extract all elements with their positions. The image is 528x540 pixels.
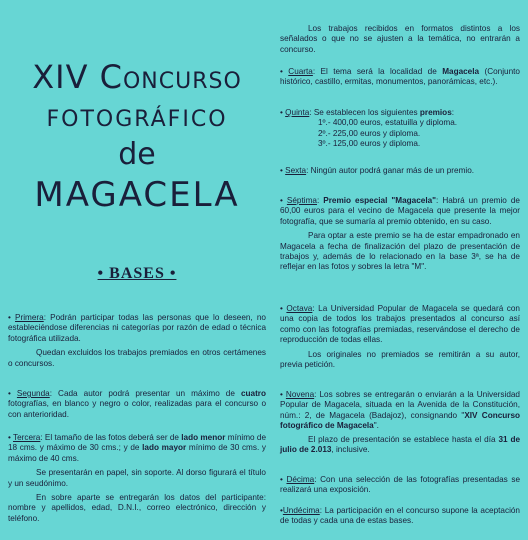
base-segunda: • Segunda: Cada autor podrá presentar un máximo de cuatro fotografías, en blanco y negro o color, realizadas para el concurso o con anterioridad. xyxy=(8,389,266,419)
title-line-2: FOTOGRÁFICO xyxy=(46,107,228,132)
base-primera: • Primera: Podrán participar todas las personas que lo deseen, no estableciéndose diferencias ni categorías por razón de edad o técnica fotográfica utilizada. Quedan excluidos los trabajos premiados en otros certámenes o concursos. xyxy=(8,313,266,368)
title-line-4: MAGACELA xyxy=(34,175,240,215)
base-octava: • Octava: La Universidad Popular de Magacela se quedará con una copia de todos los trabajos presentados al concurso así como con las fotografías premiadas, reservándose el derecho de reproducción de todas ellas. Los originales no premiados se remitirán a su autor, previa petición. xyxy=(280,304,520,370)
title-line-3: de xyxy=(118,137,156,172)
prize-2: 2º.- 225,00 euros y diploma. xyxy=(318,128,421,138)
base-novena: • Novena: Los sobres se entregarán o enviarán a la Universidad Popular de Magacela, situada en la Avenida de la Constitución, núm.: 2, de Magacela (Badajoz), consignando "XIV Concurso fotográfico de Magacela". El plazo de presentación se establece hasta el día 31 de julio de 2.013, inclusive. xyxy=(280,390,521,455)
bases-heading: • BASES • xyxy=(97,265,177,282)
prize-1: 1º.- 400,00 euros, estatuilla y diploma. xyxy=(318,118,458,128)
right-column xyxy=(280,0,520,540)
base-quinta: • Quinta: Se establecen los siguientes premios: 1º.- 400,00 euros, estatuilla y diploma. 2º.- 225,00 euros y diploma. 3º.- 125,00 euros y diploma. xyxy=(280,108,520,150)
base-cuarta: • Cuarta: El tema será la localidad de Magacela (Conjunto histórico, castillo, ermitas, monumentos, panorámicas, etc.). xyxy=(280,67,520,87)
intro-note: Los trabajos recibidos en formatos distintos a los señalados o que no se ajusten a la temática, no entrarán a concurso. xyxy=(280,24,520,54)
base-sexta: • Sexta: Ningún autor podrá ganar más de un premio. xyxy=(280,166,475,175)
prize-3: 3º.- 125,00 euros y diploma. xyxy=(318,139,421,149)
title-line-1: XIV CONCURSO xyxy=(32,58,242,96)
contest-title xyxy=(8,58,266,215)
base-tercera: • Tercera: El tamaño de las fotos deberá ser de lado menor mínimo de 18 cms. y máximo de 30 cms.; y de lado mayor mínimo de 30 cms. y máximo de 40 cms. Se presentarán en papel, sin soporte. Al dorso figurará el título y un seudónimo. En sobre aparte se entregarán los datos del participante: nombre y apellidos, edad, D.N.I., correo electrónico, dirección y teléfono. xyxy=(8,433,266,523)
base-undecima: •Undécima: La participación en el concurso supone la aceptación de todas y cada una de estas bases. xyxy=(280,506,520,526)
base-septima: • Séptima: Premio especial "Magacela": Habrá un premio de 60,00 euros para el vecino de Magacela que presente la mejor fotografía, que se sumaría al premio obtenido, en su caso. Para optar a este premio se ha de estar empadronado en Magacela a fecha de finalización del plazo de presentación de trabajos y, además de lo relacionado en la base 3ª, se ha de reflejar en las fotos y sobres la letra "M". xyxy=(280,196,520,272)
base-decima: • Décima: Con una selección de las fotografías presentadas se realizará una exposición. xyxy=(280,475,520,495)
left-column xyxy=(8,0,266,540)
